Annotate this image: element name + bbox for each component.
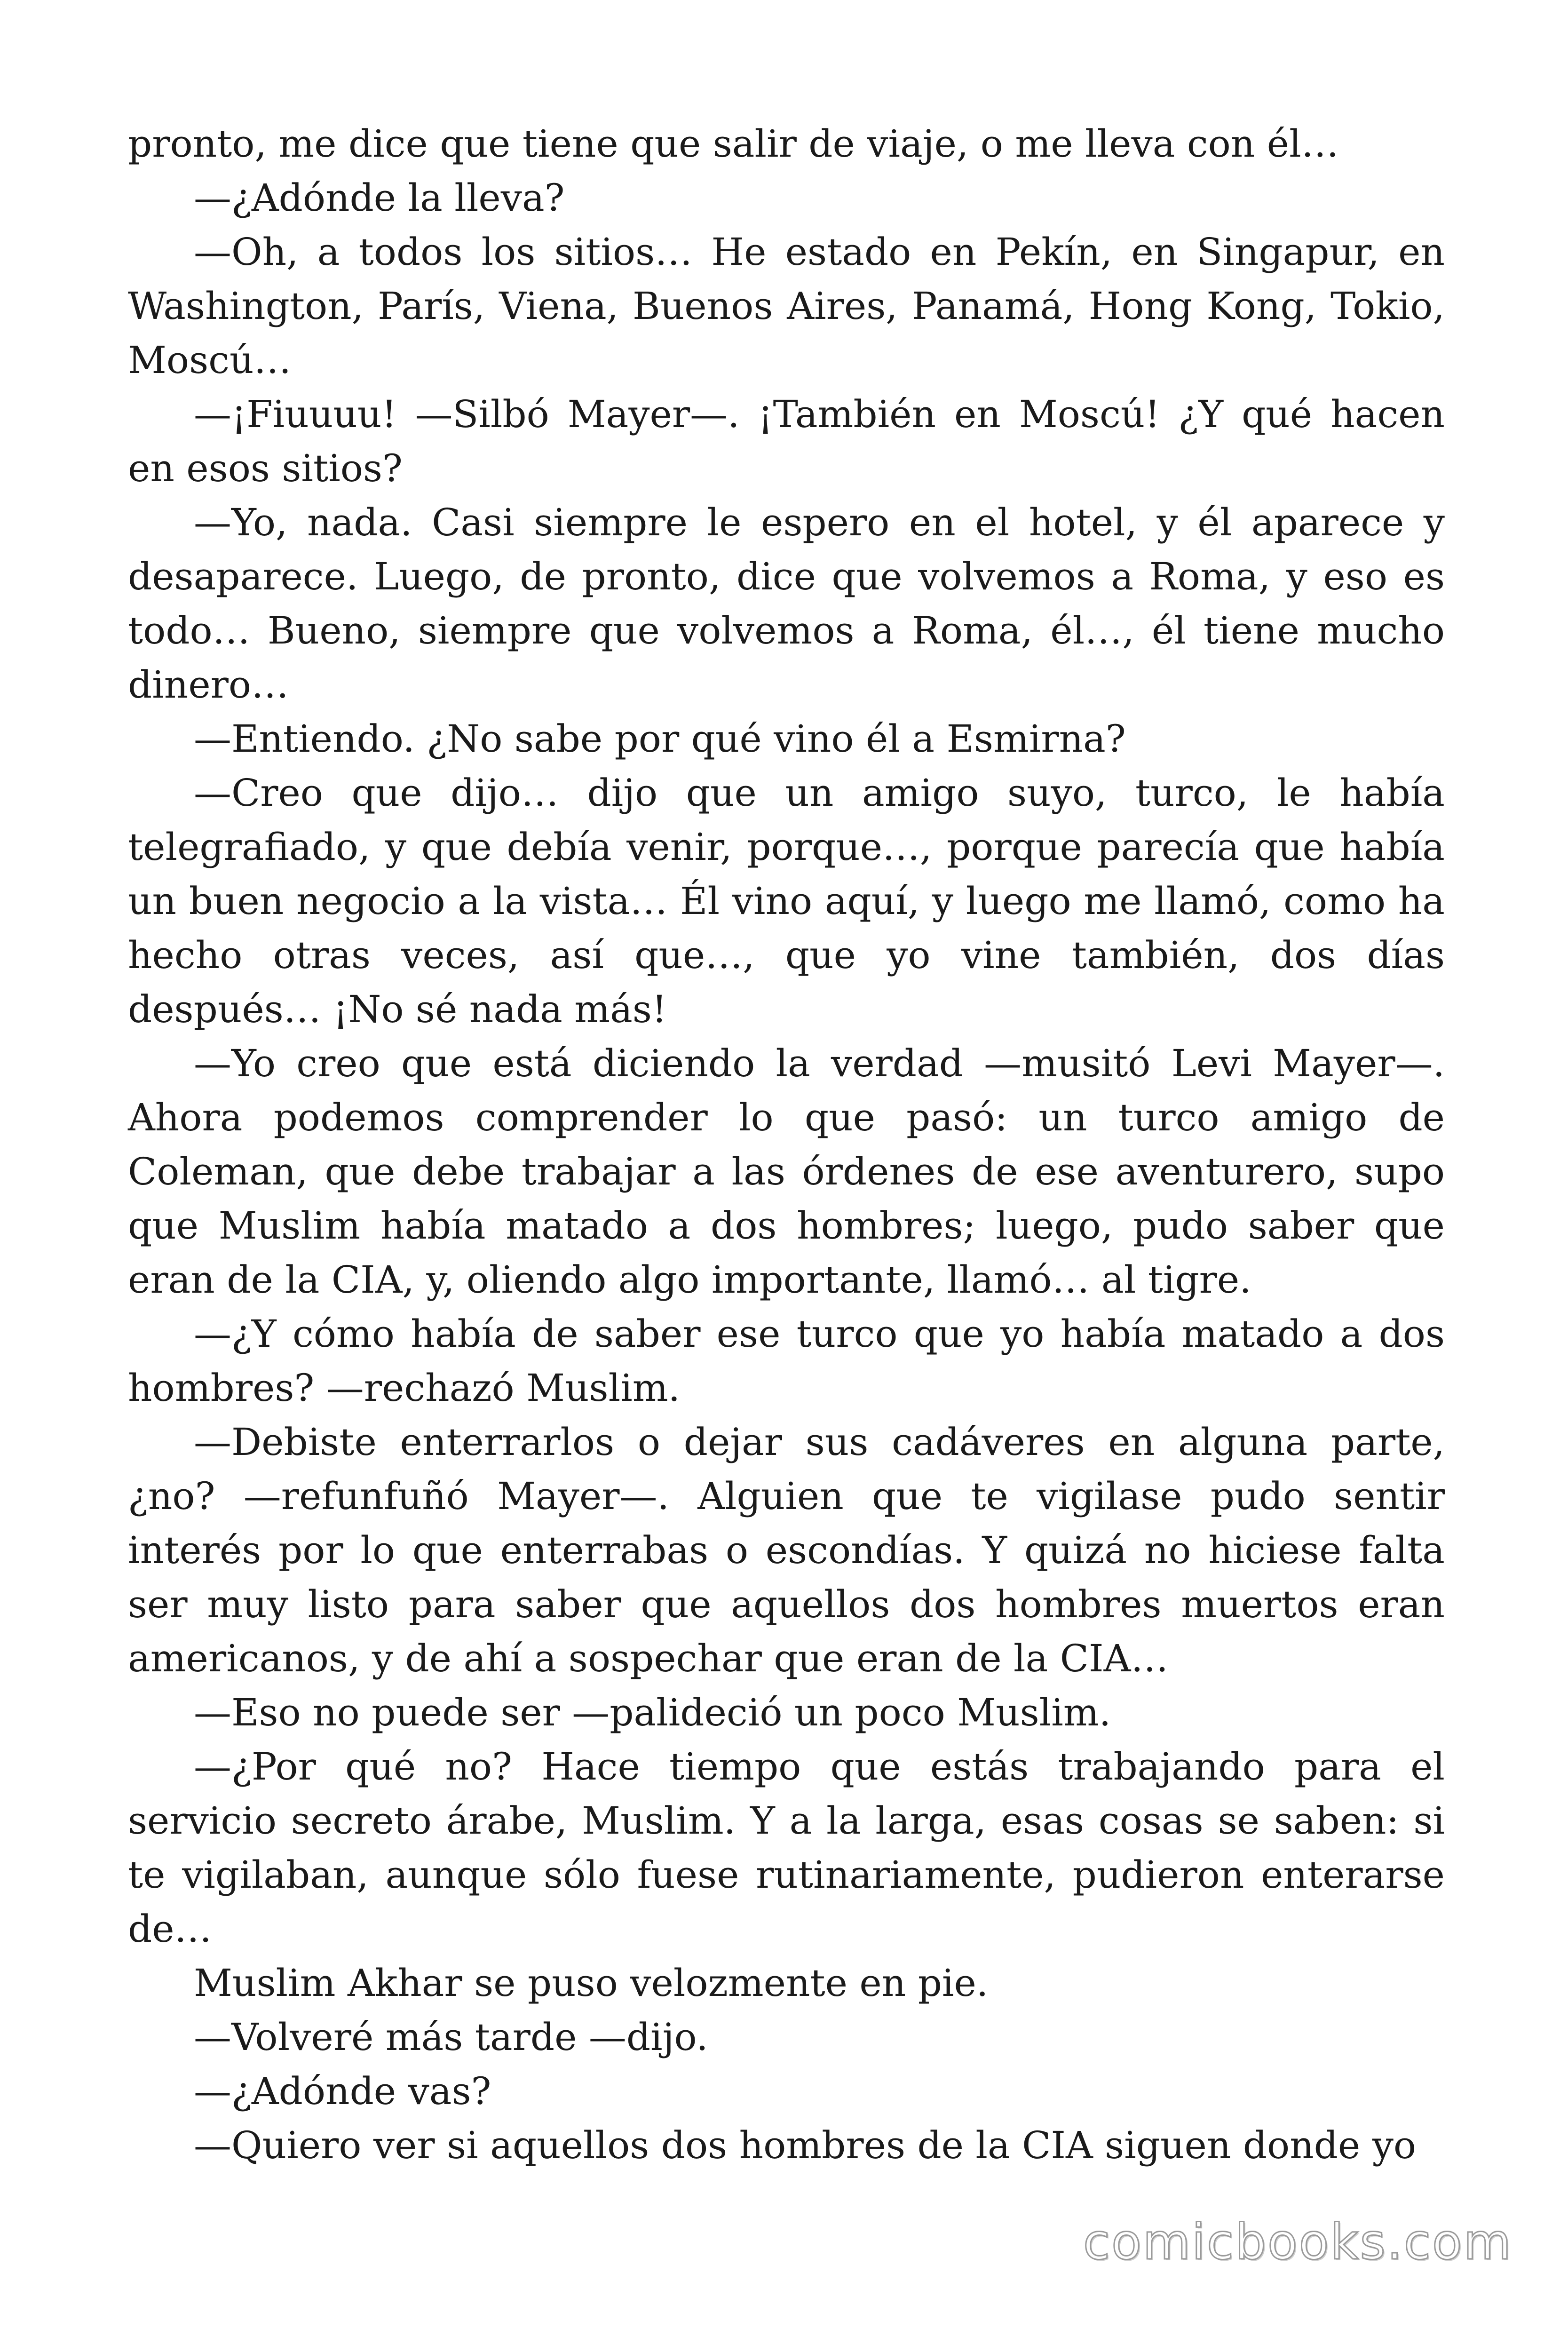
paragraph: —Oh, a todos los sitios… He estado en Pekín, en Singapur, en Washington, París, Viena, Buenos Aires, Panamá, Hong Kong, Tokio, Moscú… bbox=[128, 230, 1445, 382]
paragraph: —Debiste enterrarlos o dejar sus cadáveres en alguna parte, ¿no? —refunfuñó Mayer—. Alguien que te vigilase pudo sentir interés por lo que enterrabas o escondías. Y quizá no hiciese falta ser muy listo para saber que aquellos dos hombres muertos eran americanos, y de ahí a sospechar que eran de la CIA… bbox=[128, 1420, 1445, 1680]
paragraph: —¡Fiuuuu! —Silbó Mayer—. ¡También en Moscú! ¿Y qué hacen en esos sitios? bbox=[128, 392, 1445, 490]
paragraph: —¿Por qué no? Hace tiempo que estás trabajando para el servicio secreto árabe, Muslim. Y a la larga, esas cosas se saben: si te vigilaban, aunque sólo fuese rutinariamente, pudieron enterarse de… bbox=[128, 1745, 1445, 1951]
paragraph: —¿Adónde vas? bbox=[194, 2069, 491, 2113]
paragraph: —Creo que dijo… dijo que un amigo suyo, turco, le había telegrafiado, y que debía venir, porque…, porque parecía que había un buen negocio a la vista… Él vino aquí, y luego me llamó, como ha hecho otras veces, así que…, que yo vine también, dos días después… ¡No sé nada más! bbox=[128, 771, 1445, 1031]
document-page bbox=[128, 117, 1445, 2172]
paragraph: pronto, me dice que tiene que salir de viaje, o me lleva con él… bbox=[128, 122, 1339, 166]
paragraph: —Yo, nada. Casi siempre le espero en el hotel, y él aparece y desaparece. Luego, de pronto, dice que volvemos a Roma, y eso es todo… Bueno, siempre que volvemos a Roma, él…, él tiene mucho dinero… bbox=[128, 501, 1445, 707]
paragraph: —¿Y cómo había de saber ese turco que yo había matado a dos hombres? —rechazó Muslim. bbox=[128, 1312, 1445, 1410]
paragraph: —Entiendo. ¿No sabe por qué vino él a Esmirna? bbox=[194, 717, 1126, 761]
paragraph: Muslim Akhar se puso velozmente en pie. bbox=[194, 1961, 989, 2005]
paragraph: —Yo creo que está diciendo la verdad —musitó Levi Mayer—. Ahora podemos comprender lo que pasó: un turco amigo de Coleman, que debe trabajar a las órdenes de ese aventurero, supo que Muslim había matado a dos hombres; luego, pudo saber que eran de la CIA, y, oliendo algo importante, llamó… al tigre. bbox=[128, 1041, 1445, 1302]
paragraph: —Volveré más tarde —dijo. bbox=[194, 2015, 708, 2059]
paragraph: —Eso no puede ser —palideció un poco Muslim. bbox=[194, 1691, 1111, 1734]
paragraph: —¿Adónde la lleva? bbox=[194, 176, 565, 220]
paragraph-last: —Quiero ver si aquellos dos hombres de la CIA siguen donde yo bbox=[194, 2123, 1417, 2167]
watermark: comicbooks.com bbox=[1083, 2213, 1513, 2271]
